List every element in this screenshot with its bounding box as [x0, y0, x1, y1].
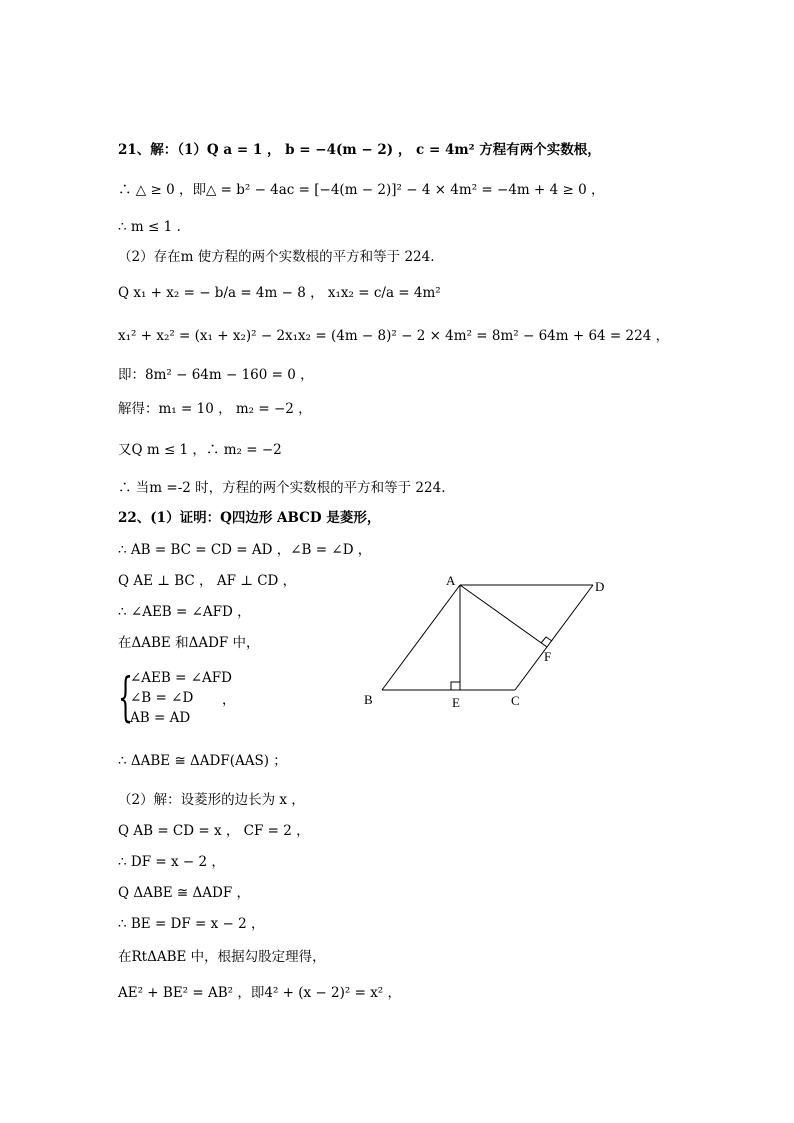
segment-AF: [460, 585, 547, 647]
system-trailing-comma: ，: [222, 692, 236, 708]
solution-21-line-7: 即：8m² − 64m − 160 = 0 ，: [118, 367, 314, 383]
solution-22-line-3: Q AE ⊥ BC ， AF ⊥ CD ，: [118, 573, 297, 589]
system-row-2: ∠B = ∠D: [130, 690, 194, 706]
solution-21-line-5: Q x₁ + x₂ = − b/a = 4m − 8 ， x₁x₂ = c/a = 4m²: [118, 285, 441, 301]
solution-22-line-11: ∴ BE = DF = x − 2 ，: [118, 916, 265, 932]
solution-22-line-4: ∴ ∠AEB = ∠AFD ，: [118, 604, 251, 620]
solution-22-line-7: （2）解：设菱形的边长为 x ，: [118, 792, 305, 808]
brace-symbol: {: [118, 668, 133, 728]
label-A: A: [446, 573, 456, 588]
label-E: E: [452, 695, 460, 710]
solution-21-line-8: 解得：m₁ = 10 ， m₂ = −2 ，: [118, 401, 312, 417]
solution-22-line-13: AE² + BE² = AB² ，即4² + (x − 2)² = x² ，: [118, 985, 402, 1001]
solution-22-line-9: ∴ DF = x − 2 ，: [118, 854, 225, 870]
solution-22-line-5: 在ΔABE 和ΔADF 中，: [118, 635, 260, 651]
right-angle-E: [451, 682, 460, 690]
equation-system: [118, 668, 236, 728]
solution-22-line-10: Q ΔABE ≅ ΔADF ，: [118, 885, 251, 901]
solution-21-line-9: 又Q m ≤ 1 ，∴ m₂ = −2: [118, 442, 282, 458]
solution-21-line-1: 21、解：（1）Q a = 1 ， b = −4(m − 2) ， c = 4m² 方程有两个实数根，: [118, 142, 601, 158]
solution-22-line-12: 在RtΔABE 中，根据勾股定理得，: [118, 949, 326, 965]
solution-22-line-1: 22、(1）证明：Q四边形 ABCD 是菱形，: [118, 510, 381, 526]
solution-22-line-6: ∴ ΔABE ≅ ΔADF(AAS) ；: [118, 753, 287, 769]
system-row-3: AB = AD: [130, 710, 191, 726]
solution-21-line-10: ∴ 当m =-2 时，方程的两个实数根的平方和等于 224.: [118, 480, 446, 496]
system-row-1: ∠AEB = ∠AFD: [130, 670, 232, 686]
side-AB: [382, 585, 460, 690]
solution-21-line-2: ∴ △ ≥ 0 ，即△ = b² − 4ac = [−4(m − 2)]² − 4 × 4m² = −4m + 4 ≥ 0 ，: [118, 182, 605, 198]
label-C: C: [511, 693, 520, 708]
label-B: B: [364, 692, 373, 707]
label-D: D: [595, 579, 605, 594]
label-F: F: [544, 649, 552, 664]
solution-21-line-3: ∴ m ≤ 1 .: [118, 219, 181, 235]
side-CD: [515, 585, 593, 690]
solution-21-line-6: x₁² + x₂² = (x₁ + x₂)² − 2x₁x₂ = (4m − 8)² − 2 × 4m² = 8m² − 64m + 64 = 224 ，: [118, 328, 670, 344]
rhombus-figure: [355, 568, 625, 718]
solution-22-line-8: Q AB = CD = x ， CF = 2 ，: [118, 823, 310, 839]
solution-22-line-2: ∴ AB = BC = CD = AD ，∠B = ∠D ，: [118, 542, 372, 558]
solution-21-line-4: （2）存在m 使方程的两个实数根的平方和等于 224.: [118, 249, 435, 265]
